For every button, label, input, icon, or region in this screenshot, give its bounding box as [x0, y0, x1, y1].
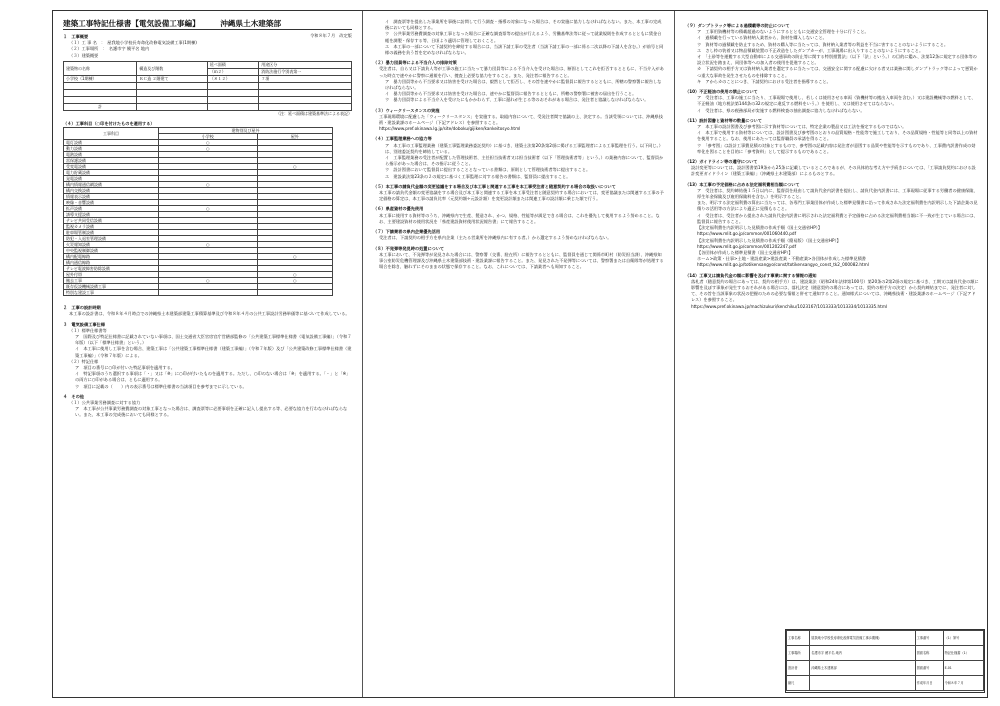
kamoku-name: 拡声設備 [64, 206, 159, 212]
kamoku-mark: ○ [257, 254, 332, 260]
section-heading: （14）工事又は請負代金の額に影響を及ぼす事業に関する情報の通知 [685, 272, 817, 278]
paragraph: ウ 暴力団員等による不当介入を受けたにもかかわらず、工事に遅れが生じる等のおそれがある場合は、発注者と協議しなければならない。 [385, 97, 649, 103]
url-text: https://www.pref.okinawa.lg.jp/site/doboku/gijiken/kankeitosyo.html [379, 126, 521, 132]
kamoku-name: 電灯設備 [64, 140, 159, 146]
table-cell: ７項 [259, 75, 352, 82]
title-block-cell: 図面番号 [915, 661, 943, 676]
section-4-heading: ４ その他 [63, 393, 84, 399]
kamoku-name: 情報表示設備 [64, 194, 159, 200]
paragraph: イ 調査票等を提出した事業所を事後に訪問して行う調査・指導の対象になった場合は、その実施に協力しなければならない。また、本工事の完成後においても同様とする。 [385, 19, 662, 31]
section-heading: （８）不発弾等発見時の処置について [373, 245, 445, 251]
title-block-cell: 沖縄県土木建築部 [810, 661, 915, 676]
kamoku-name: 受変電設備 [64, 164, 159, 170]
kamoku-name: 既存仮設機械設備工事 [64, 284, 159, 290]
section-1-item: （２）工事場所 ： 名護市字 饒平名 地内 [69, 46, 150, 52]
kamoku-name: 構内情報通信網設備 [64, 182, 159, 188]
section-4-item: （１）公共事業労務調査に対する協力 [69, 400, 141, 406]
section-heading: （９）ダンプトラック等による過積載等の防止について [685, 23, 790, 28]
paragraph: 本工事において、不発弾等が発見された場合には、警察署（交番、駐在所）に報告するとともに、監督員を通じて関係市町村（防災担当課）、沖縄県知事公室防災危機管理課及び沖縄県土木建築部技術・建設業課に報告すること。また、発見された不発弾等については、警察署または自衛隊等が処理する場合を除き、触れずにそのままの状態で保存すること。なお、これについては、下請業者へも周知すること。 [379, 251, 664, 270]
table-header: 工事科目 [64, 128, 159, 140]
paragraph: ウ 「参考図」は設計工事費見積の対象とするもので、参考図の記載内容は発注者が意図する品質や性能等を示すものであり、工事費内訳書作成の効率化を図ることを目的に「参考資料」として提示するものであること。 [697, 142, 976, 154]
table-header: 建築物の名称 [64, 61, 137, 75]
section-4-item: ア 本工事が公共事業労務費調査の対象工事となった場合は、調査票等に必要事項を正確に記入し提出する等、必要な協力を行わなければならない。また、本工事の完成後においても同様とする。 [75, 406, 348, 418]
table-subheader: 消防法施行令別表第一 [259, 68, 352, 75]
section-3-item: （２）特記仕様 [69, 358, 99, 364]
table-subheader: （ｍ２） [207, 68, 258, 75]
paragraph: また、明示する法定福利費の算出に当たっては、各専門工事業団体が作成した標準見積書に沿って作成された法定福利費を内訳明示した下請企業の見積りの活用等の方法により適正に見積もること。 [697, 200, 978, 212]
title-block-row [787, 646, 984, 661]
title-block-cell: 図面名称 [915, 646, 943, 661]
column-left [53, 11, 363, 697]
document-title [63, 19, 352, 30]
kamoku-name: 映像・音響設備 [64, 200, 159, 206]
paragraph: ア 本工事の設計図書及び参考図に示す資材等については、特定企業の製品又は工法を指定するものではない。 [697, 124, 907, 130]
title-block-cell: 工事場所 [787, 646, 810, 661]
title-block-cell: 工事番号 [915, 631, 943, 646]
kamoku-mark: ○ [159, 242, 258, 248]
section-3-item: イ 特記事項のうち選択する事項は「・」又は「※」に○印が付いたものを適用する。ただし、○印のない場合は「※」を適用する。「・」と「※」の両方に○印がある場合は、ともに適用する。 [75, 371, 351, 383]
kamoku-mark: ○ [257, 278, 332, 284]
revision-date: 令和８年７月 改定版 [310, 33, 352, 38]
paragraph: イ 工事監理業務の受注者が配置した管理技術者、主任担当技術者又は担当技術者（以下「管理技術者等」という。）の業務内容について、監督員から指示があった場合は、その指示に従うこと。 [385, 155, 664, 167]
title-block-cell: E-01 [943, 661, 983, 676]
title-block-row [787, 676, 984, 691]
title-block-cell: 縮尺 [787, 676, 810, 691]
section-2-text: 本工事の設計書は、令和８年４月時点での沖縄県土木建築部建築工事積算基準及び令和８年４月の公共工事設計労務単価等に基づいて作成している。 [69, 311, 350, 317]
office-name: 沖縄県土木建築部 [220, 19, 282, 28]
title-block-cell: 名護市字 饒平名 地内 [810, 646, 915, 661]
paragraph: 工事現場環境に配慮した「ウィークリースタンス」を実施する。取組内容について、受発注者間で協議の上、決定する。当該受領については、沖縄県技術・建設業課のホームページ（下記アドレス）を参照すること。 [379, 113, 663, 126]
section-heading: （７）下請業者の県内企業優先活用 [373, 229, 441, 235]
kamoku-name: 雷保護設備 [64, 158, 159, 164]
table-cell: （８１２） [207, 75, 258, 82]
paragraph: エ 本工事の一部について下請契約を締結する場合には、当該下請工事の受注者（当該下請工事の一部に係る二次以降の下請人を含む。）が前号と同様の義務を負う旨を定めなければならない。 [385, 43, 664, 56]
title-block-cell: 令和８年７月 [943, 676, 983, 691]
reference-line: 【各団体が作成した標準見積書（国土交通省HP）】 [697, 249, 793, 255]
title-block-row [787, 661, 984, 676]
kamoku-name: テレビ共同受信設備 [64, 218, 159, 224]
section-1-item: （１）工 事 名 ： 屋我地小学校長寿命化改修電気設備工事(1期棟) [69, 40, 197, 46]
title-block-cell: 特記仕様書（1） [943, 646, 983, 661]
kamoku-name: 火災報知設備 [64, 242, 159, 248]
kamoku-name: 駐車場管制設備 [64, 230, 159, 236]
section-3-item: ウ 項目に記載の（ ）内の表示番号は標準仕様書の当該項目を参考までに示している。 [75, 383, 247, 389]
section-3-item: イ 本工事に使用し工事を含む場合、建築工事は「公共建築工事標準仕様書（建築工事編）」（令和７年版）及び「公共建築改修工事標準仕様書（建築工事編）」（令和７年版）による。 [75, 346, 352, 358]
title-text: 建築工事特記仕様書【電気設備工事編】 [63, 19, 200, 28]
section-heading: （２）暴力団員等による不当介入の排除対策 [373, 60, 457, 66]
kamoku-name: 構内交換設備 [64, 188, 159, 194]
paragraph: イ 暴力団員等から不当要求又は妨害を受けた場合は、速やかに監督員に報告するとともに、所轄の警察署に被害の届出を行うこと。 [385, 91, 637, 97]
drawing-sheet [52, 10, 988, 698]
table-header: 建物別及び屋外 [159, 128, 333, 134]
paragraph: ウ 設計図書において監督員に提出することとなっている書類は、原則として管理技術者等に提出すること。 [385, 167, 591, 173]
paragraph: エ さし枠の装着又は物品積載装置の不正改造をしたダンプカーが、工事現場に出入りすることのないようにすること。 [697, 47, 924, 53]
title-block-cell: 作成年月日 [915, 676, 943, 691]
title-block-cell: 設計者 [787, 661, 810, 676]
kamoku-name: 動力設備 [64, 146, 159, 152]
kamoku-name: 発電設備 [64, 176, 159, 182]
title-block-cell: 屋我地小学校長寿命化改修電気設備工事(1期棟) [810, 631, 915, 646]
section-heading: （11）設計図書と資材等の数量について [685, 117, 762, 123]
section-heading: （10）不正軽油の使用の禁止について [685, 89, 758, 95]
kamoku-name: 特別な建設工事 [64, 290, 159, 296]
paragraph: カ 下請契約の相手方又は資材納入業者を選定するに当たっては、交通安全に関する配慮に欠ける者又は業務に関しダンプトラック等によって悪質かつ重大な事故を発生させたものを排除すること。 [697, 66, 978, 78]
kamoku-name: 誘導支援設備 [64, 212, 159, 218]
table-total-label: 計 [64, 103, 137, 110]
kamoku-mark: ○ [159, 206, 258, 212]
paragraph: オ 「土砂等を運搬する大型自動車による交通事故の防止等に関する特別措置法」（以下「法」という。）の目的に鑑み、法第12条に規定する団体等の設立状況を踏まえ、同団体等への加入者の使用を促進すること。 [697, 54, 977, 66]
paragraph: ア 受注者は、工事の施工に当たり、工事現場で使用し、若しくは使用させる車両（資機材等の搬出入車両を含む。）又は建設機械等の燃料として、不正軽油（地方税法第144条の32の規定に違反する燃料をいう。）を使用し、又は使用させてはならない。 [697, 95, 976, 107]
paragraph: イ 受注者は、県の税務部局が実施する燃料検査の抽出調査に協力しなければならない。 [697, 107, 865, 113]
building-note: （注：延べ面積は建築基準法による表記） [276, 110, 352, 116]
title-block [785, 629, 985, 693]
section-1-item: （３）建築概要 [69, 52, 99, 58]
kamoku-name: 屋外付帯 [64, 272, 159, 278]
title-block-cell: 工事名称 [787, 631, 810, 646]
kamoku-name: テレビ電波障害防除設備 [64, 266, 159, 272]
title-block-cell [810, 676, 915, 691]
table-subheader: 小学校 [159, 134, 258, 140]
table-header: 構造及び階数 [137, 61, 208, 75]
paragraph: ア 暴力団員等から不当要求又は妨害を受けた場合は、毅然として拒否し、その旨を速やかに監督員に報告するとともに、所轄の警察署に報告しなければならない。 [385, 78, 662, 91]
paragraph: ア 工事用資機材等の積載超過のないようにするとともに交通安全管理を十分に行うこと。 [697, 29, 869, 35]
paragraph: イ 受注者は、受注者から提出された請負代金内訳書に明示された法定福利費と予定価格に占める法定福利費相当額に不一致が生じている場合には、監督員に報告すること。 [697, 212, 978, 224]
kamoku-mark [257, 290, 332, 296]
kamoku-mark: ○ [159, 140, 258, 146]
kamoku-mark: ○ [257, 272, 332, 278]
table-row [64, 75, 352, 82]
section-heading: （12）ガイドライン等の遵守について [685, 159, 758, 165]
section-heading: （３）ウィークリースタンスの実施 [373, 107, 440, 113]
section-kamoku-heading: （４）工事科目（○印を付けたものを適用する） [63, 121, 155, 127]
table-cell: 小学校（1期棟） [64, 75, 137, 82]
title-block-cell: （1）第号 [943, 631, 983, 646]
title-block-row [787, 631, 984, 646]
table-row [64, 290, 333, 296]
paragraph: 受注者は、下請契約の相手方を県内企業（主たる営業所を沖縄県内に有する者。）から選定するよう努めなければならない。 [379, 235, 612, 241]
url-text: https://www.mlit.go.jp/common/001060440.pdf [697, 231, 797, 237]
reference-line: 【法定福利費を内訳明示した見積書の作成手順（簡易版）（国土交通省HP）】 [697, 237, 841, 243]
kamoku-mark [159, 290, 258, 296]
kamoku-mark: ○ [159, 146, 258, 152]
section-1-heading: １ 工事概要 [63, 34, 89, 39]
section-heading: （６）県産資材の優先使用 [373, 206, 424, 212]
kamoku-name: 電熱設備 [64, 152, 159, 158]
kamoku-name: 構内通信線路 [64, 260, 159, 266]
table-subheader: 屋外 [257, 134, 332, 140]
kamoku-mark: ○ [159, 182, 258, 188]
column-middle [363, 11, 675, 697]
kamoku-name: 中央監視制御設備 [64, 248, 159, 254]
paragraph: ウ 公共事業労務費調査の対象工事となった場合に正確な調査票等の提出が行えるよう、労働基準法等に従って就業規則を作成するとともに賃金台帳を調製・保存する等、日頃より適切に管理しておくこと。 [385, 31, 662, 43]
kamoku-mark: ○ [159, 278, 258, 284]
section-3-item: ア 国際及び特記仕様書に記載されていない事項は、国土交通省大臣官房官庁営繕部監修の「公共建築工事標準仕様書（電気設備工事編）」（令和７年版）（以下「標準仕様書」という。） [75, 334, 352, 346]
table-header: 延べ面積 [207, 61, 258, 68]
paragraph: 本工事に使用する資材等のうち、沖縄県内で生産、製造され、かつ、規格、性能等が満足できる場合は、これを優先して使用するよう努めること。なお、主要建設資材の使用状況を「県産建設資材使用状況報告書」にて報告すること。 [379, 212, 660, 224]
url-text: https://www.pref.okinawa.jp/machizukuri/kenchiku/1023167/1013333/1013334/1013335.html [691, 303, 888, 309]
reference-line: ホーム>政策・仕事>土地・建設産業>建設産業・不動産業>各団体が作成した標準見積書 [697, 256, 866, 262]
paragraph: イ 本工事で使用する資材等については、設計図書及び参考図のとおりの品質規格・性能等で施工しており、その品質規格・性能等と同等以上の資材を使用すること。なお、使用にあたっては監督職員の承諾を得ること。 [697, 130, 978, 142]
paragraph: イ 過積載を行っている資材納入業者から、資材を購入しないこと。 [697, 35, 827, 41]
section-3-heading: ３ 電気設備工事仕様 [63, 321, 105, 327]
building-table [63, 61, 352, 111]
paragraph: ア 受注者は、契約締結後１５日以内に、監督員を経由して請負代金内訳書を提出し、請負代金内訳書には、工事現場に従事する労働者の健康保険、厚生年金保険及び雇用保険料を含む。）を明示すること。 [697, 187, 978, 200]
table-header: 用途区分 [259, 61, 352, 68]
column-right [675, 11, 989, 697]
paragraph: ウ 資材等の過積載を防止するため、資材の購入等に当たっては、資材納入業者等の利益を不当に害することのないようにすること。 [697, 41, 949, 47]
section-heading: （４）工事監理業務への協力等 [373, 136, 432, 142]
kamoku-name: 構内配電線路 [64, 254, 159, 260]
paragraph: ア 本工事の工事監理業務（建築工事監理業務委託契約）に基づき、建築士法第20条第2項に掲げる工事監理者による工事監理を行う。以下同じ。）は、別途委託契約を締結している。 [385, 142, 663, 154]
paragraph: キ アからカのことにつき、下請契約における受注者を指導すること。 [697, 78, 831, 84]
paragraph: 受注者は、自ら又は下請負人等が工事の施工に当たって暴力団員等による不当介入を受けた場合は、断固としてこれを拒否するとともに、不当介入があった時点で速やかに警察に通報を行い、捜査上必要な協力をすること。また、発注者に報告すること。 [379, 66, 664, 78]
section-3-item: （１）標準仕様書等 [69, 327, 107, 333]
kamoku-name: 監視カメラ設備 [64, 224, 159, 230]
section-2-heading: ２ 工事の設計時期 [63, 305, 101, 311]
section-heading: （13）本工事の予定価格に占める法定福利費相当額について [685, 181, 800, 187]
reference-line: 【法定福利費を内訳明示した見積書の作成手順（国土交通省HP）】 [697, 225, 823, 231]
table-cell: ＲＣ造 ２階建て [137, 75, 208, 82]
section-heading: （５）本工事の請負代金額の変更協議をする場合及び本工事と関連する工事を本工事受注者と随意契約する場合の取扱いについて [373, 183, 616, 189]
kamoku-name: 防犯・入退室管理設備 [64, 236, 159, 242]
paragraph: 本工事の請負代金額の変更協議をする場合及び本工事と関連する工事を本工事受注者と随意契約する場合においては、変更協議または関連する工事の予定価格の算定は、本工事の請負比率（元契約額÷元設計額）を変更設計額または関連工事の設計額に乗じた額で行う。 [379, 190, 664, 202]
kamoku-name: 撤去工事 [64, 278, 159, 284]
section-3-item: ア 項目の番号に○印が付いた特記事項を適用する。 [75, 365, 175, 371]
url-text: https://www.mlit.go.jp/common/001202247.pdf [697, 243, 797, 249]
paragraph: 落札者（随意契約の場合にあっては、契約の相手方）は、建設業法（昭和24年法律第100号）第20条の2第2項の規定に基づき、工期又は請負代金の額に影響を及ぼす事象が発生するおそれがある場合には、落札決定（随意契約の場合にあっては、契約の相手方の決定）から契約締結までに、発注者に対して、その旨を当該事象の状況の把握のための必要な情報と併せて通知すること。通知様式については、沖縄県技術・建設業課のホームページ（下記アドレス）を参照すること。 [691, 278, 979, 303]
url-text: https://www.mlit.go.jp/totikensangyo/const/totikensangyo_const_tk2_000082.html [697, 262, 869, 268]
kamoku-name: 電力貯蔵設備 [64, 170, 159, 176]
kamoku-mark: ○ [257, 164, 332, 170]
paragraph: エ 建設業法第23条の２の規定に基づく工事監理に対する報告の書類は、監督員に提出すること。 [385, 173, 571, 179]
kamoku-table [63, 127, 333, 296]
paragraph: 設計変更等については、設計図書第19条から25条に記載しているところであるが、その具体的な考え方や手続きについては、「工事請負契約における設計変更ガイドライン（建築工事編）」（沖縄県土木建築部）によるものとする。 [691, 165, 976, 177]
